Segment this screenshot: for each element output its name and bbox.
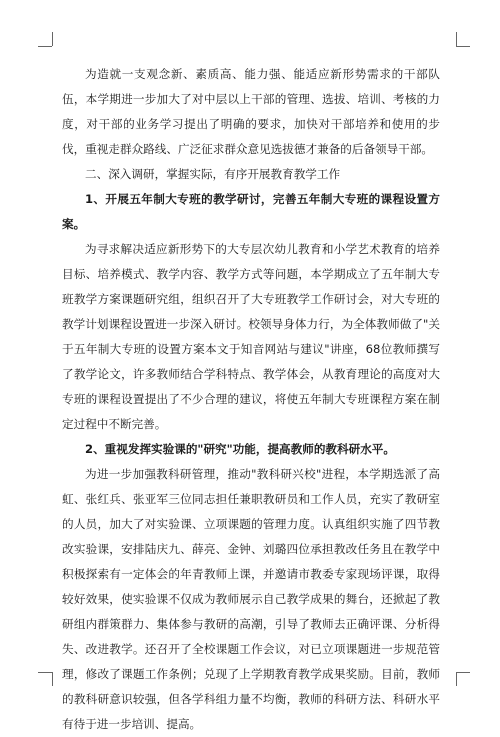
paragraph-research-management: 为进一步加强教科研管理，推动"教科研兴校"进程，本学期选派了高虹、张红兵、张亚军三位同志担任兼职教研员和工作人员，充实了教研室的人员，加大了对实验课、立项课题的管理力度。认真组织实施了四节教改实验课，安排陆庆九、薛亮、金钟、刘璐四位承担教改任务且在教学中积极探索有一定体会的年青教师上课，并邀请市教委专家现场评课，取得较好效果，使实验课不仅成为教师展示自己教学成果的舞台，还掀起了教研组内群策群力、集体参与教研的高潮，引导了教师去正确评课、分析得失、改进教学。还召开了全校课题工作会议，对已立项课题进一步规范管理，修改了课题工作条例；兑现了上学期教育教学成果奖励。目前，教师的教科研意识较强，但各学科组力量不均衡，教师的科研方法、科研水平有待于进一步培训、提高。 — [62, 467, 440, 731]
section-heading-2: 二、深入调研，掌握实际，有序开展教育教学工作 — [85, 167, 341, 181]
subheading-1: 1、开展五年制大专班的教学研讨，完善五年制大专班的课程设置方案。 — [62, 192, 440, 231]
subheading-2: 2、重视发挥实验课的"研究"功能，提高教师的教科研水平。 — [85, 442, 395, 456]
document-body — [62, 62, 440, 737]
paragraph-college-curriculum: 为寻求解决适应新形势下的大专层次幼儿教育和小学艺术教育的培养目标、培养模式、教学内容、教学方式等问题，本学期成立了五年制大专班教学方案课题研究组，组织召开了大专班教学工作研讨会，对大专班的教学计划课程设置进一步深入研讨。校领导身体力行，为全体教师做了"关于五年制大专班的设置方案本文于知音网站与建议"讲座，68位教师撰写了教学论文，许多教师结合学科特点、教学体会，从教育理论的高度对大专班的课程设置提出了不少合理的建议，将使五年制大专班课程方案在制定过程中不断完善。 — [62, 242, 440, 431]
paragraph-cadre-management: 为造就一支观念新、素质高、能力强、能适应新形势需求的干部队伍，本学期进一步加大了对中层以上干部的管理、选拔、培训、考核的力度，对干部的业务学习提出了明确的要求，加快对干部培养和使用的步伐，重视走群众路线、广泛征求群众意见选拔德才兼备的后备领导干部。 — [62, 67, 440, 156]
